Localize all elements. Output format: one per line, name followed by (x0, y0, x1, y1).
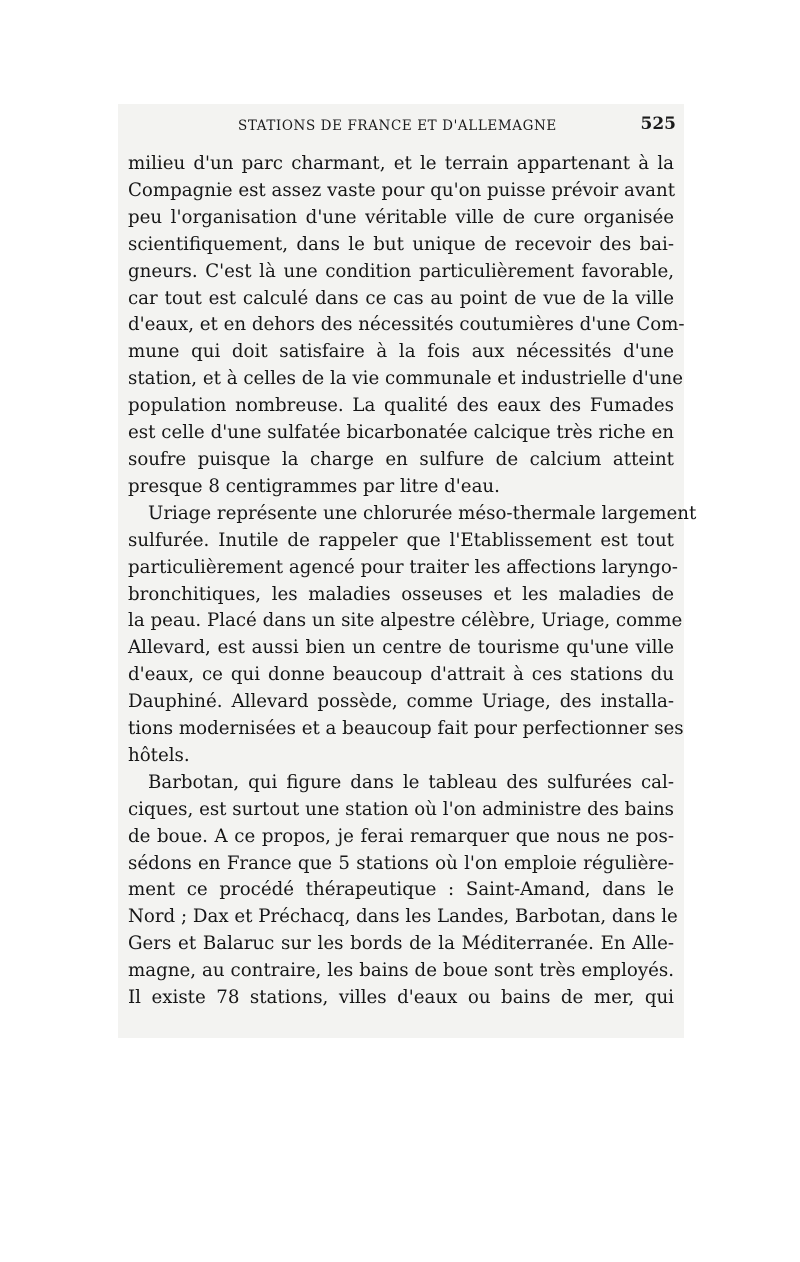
paragraph-3 (128, 770, 678, 1012)
text-line: sédons en France que 5 stations où l'on emploie régulière- (128, 852, 674, 874)
text-line: population nombreuse. La qualité des eaux des Fumades (128, 395, 674, 417)
text-line: magne, au contraire, les bains de boue sont très employés. (128, 960, 674, 982)
page-number: 525 (640, 114, 676, 134)
text-line: Compagnie est assez vaste pour qu'on puisse prévoir avant (128, 179, 676, 201)
text-line: est celle d'une sulfatée bicarbonatée calcique très riche en (128, 422, 674, 444)
text-line: gneurs. C'est là une condition particulièrement favorable, (128, 260, 674, 282)
paragraph-2 (128, 501, 697, 770)
text-line: Barbotan, qui figure dans le tableau des sulfurées cal- (148, 771, 674, 793)
text-line: ciques, est surtout une station où l'on administre des bains (128, 798, 674, 820)
text-line: mune qui doit satisfaire à la fois aux nécessités d'une (128, 341, 674, 363)
text-line: soufre puisque la charge en sulfure de calcium atteint (128, 448, 674, 470)
text-line: Allevard, est aussi bien un centre de tourisme qu'une ville (128, 637, 674, 659)
text-line: milieu d'un parc charmant, et le terrain appartenant à la (128, 153, 674, 174)
body-text (128, 151, 697, 1012)
text-line: peu l'organisation d'une véritable ville de cure organisée (128, 206, 674, 228)
text-line: de boue. A ce propos, je ferai remarquer que nous ne pos- (128, 825, 674, 847)
text-line: Dauphiné. Allevard possède, comme Uriage, des installa- (128, 691, 674, 713)
paragraph-1 (128, 151, 685, 501)
text-line: scientifiquement, dans le but unique de recevoir des bai- (128, 233, 674, 255)
text-line: ment ce procédé thérapeutique : Saint-Amand, dans le (128, 879, 674, 901)
text-line: car tout est calculé dans ce cas au point de vue de la ville (128, 287, 674, 309)
text-line: particulièrement agencé pour traiter les affections laryngo- (128, 556, 678, 578)
text-line: la peau. Placé dans un site alpestre célèbre, Uriage, comme (128, 610, 683, 632)
text-line: d'eaux, et en dehors des nécessités coutumières d'une Com- (128, 314, 685, 336)
text-line: hôtels. (128, 744, 190, 766)
text-line: station, et à celles de la vie communale et industrielle d'une (128, 368, 683, 390)
text-line: Gers et Balaruc sur les bords de la Méditerranée. En Alle- (128, 933, 674, 955)
text-line: d'eaux, ce qui donne beaucoup d'attrait à ces stations du (128, 664, 674, 686)
running-title: STATIONS DE FRANCE ET D'ALLEMAGNE (238, 118, 557, 134)
text-line: Uriage représente une chlorurée méso-thermale largement (148, 502, 697, 524)
text-line: Nord ; Dax et Préchacq, dans les Landes, Barbotan, dans le (128, 906, 678, 928)
text-line: bronchitiques, les maladies osseuses et les maladies de (128, 583, 674, 605)
text-line: sulfurée. Inutile de rappeler que l'Etablissement est tout (128, 529, 674, 551)
running-header (128, 110, 676, 140)
text-line: Il existe 78 stations, villes d'eaux ou bains de mer, qui (128, 987, 674, 1009)
text-line: presque 8 centigrammes par litre d'eau. (128, 475, 500, 497)
text-line: tions modernisées et a beaucoup fait pour perfectionner ses (128, 718, 684, 740)
